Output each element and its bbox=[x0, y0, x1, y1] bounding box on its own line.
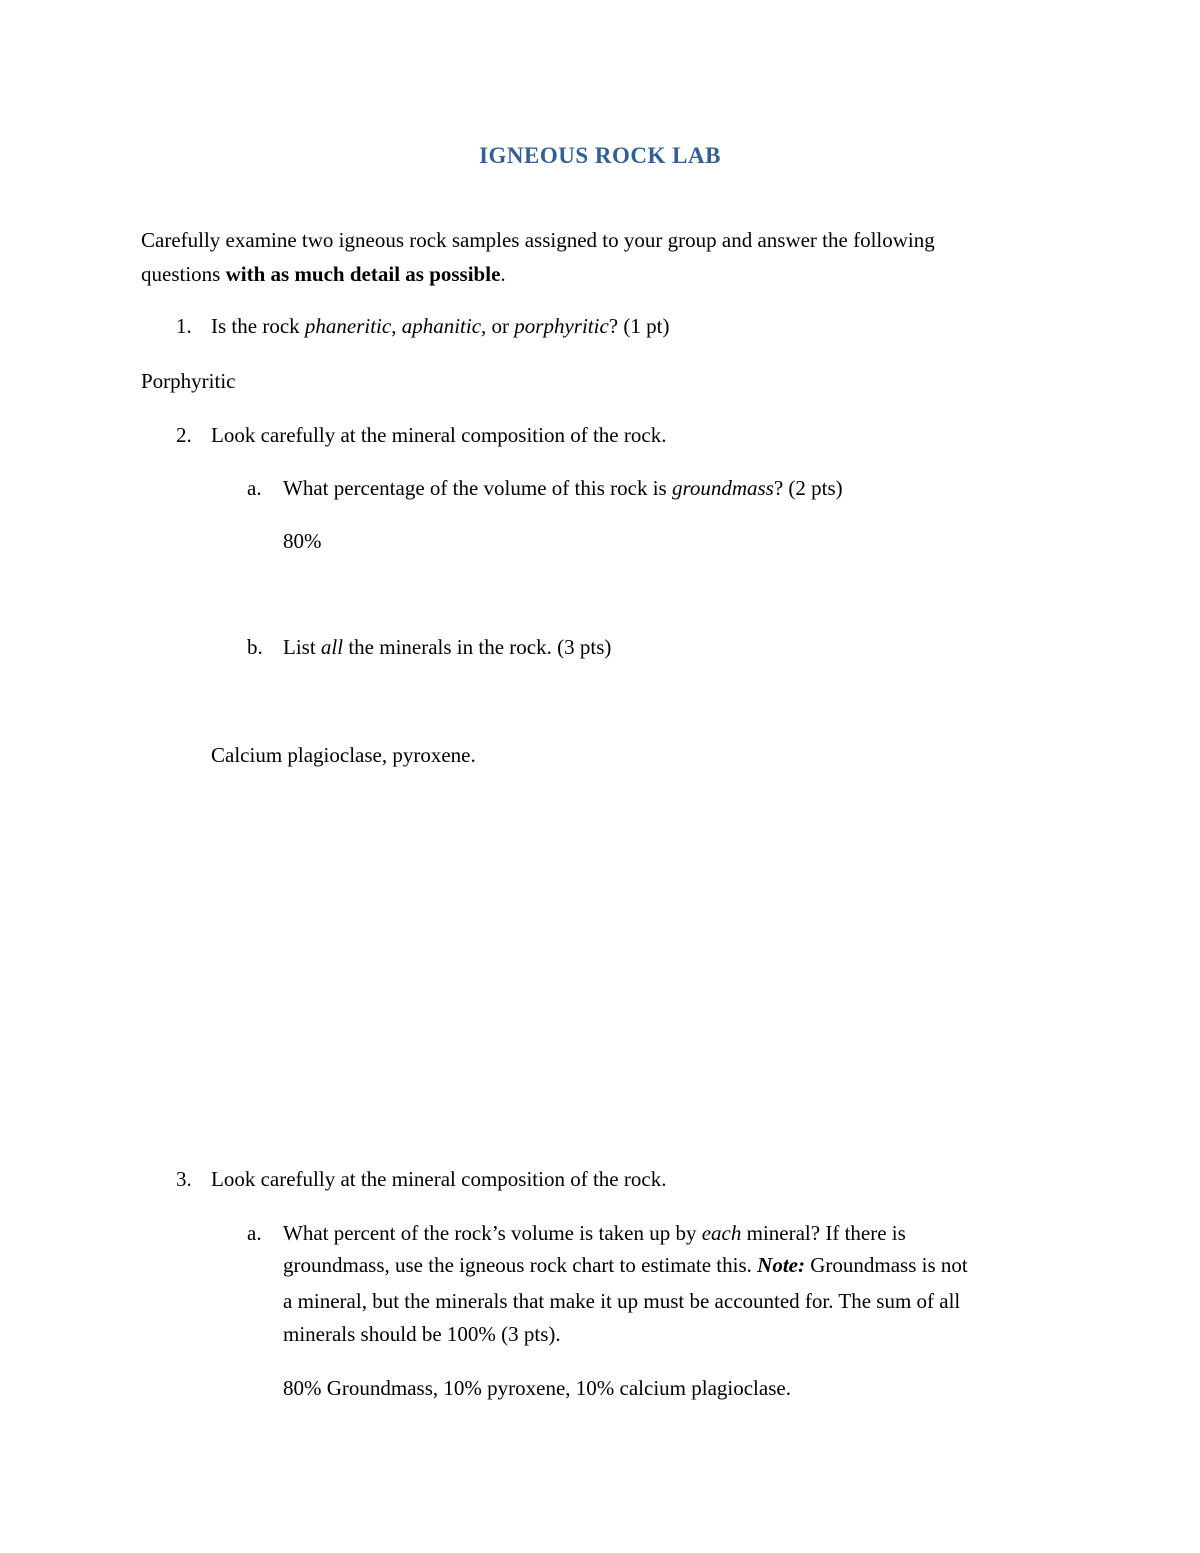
q2b-text bbox=[283, 635, 611, 660]
q3a-letter: a. bbox=[247, 1221, 262, 1245]
q1-number: 1. bbox=[176, 314, 192, 338]
q2a-prefix: What percentage of the volume of this rock is bbox=[283, 476, 672, 500]
q1-or: or bbox=[486, 314, 515, 338]
page-title: IGNEOUS ROCK LAB bbox=[479, 143, 721, 168]
q1-term-porphyritic: porphyritic bbox=[514, 314, 609, 338]
q1-term-aphanitic: aphanitic, bbox=[401, 314, 487, 338]
q3a-line-1 bbox=[283, 1221, 906, 1246]
q3a-answer: 80% Groundmass, 10% pyroxene, 10% calcium plagioclase. bbox=[283, 1376, 791, 1400]
intro-emphasis: with as much detail as possible bbox=[225, 262, 501, 286]
q2b-prefix: List bbox=[283, 635, 321, 659]
q3-number: 3. bbox=[176, 1167, 192, 1191]
intro-text: questions bbox=[141, 262, 226, 286]
q2a-letter: a. bbox=[247, 476, 262, 500]
q1-prefix: Is the rock bbox=[211, 314, 305, 338]
q2b-points: the minerals in the rock. (3 pts) bbox=[343, 635, 612, 659]
intro-line-1: Carefully examine two igneous rock samples assigned to your group and answer the following bbox=[141, 228, 935, 252]
intro-line-2 bbox=[141, 262, 506, 287]
q2b-letter: b. bbox=[247, 635, 263, 659]
q3a-line-3: a mineral, but the minerals that make it up must be accounted for. The sum of all bbox=[283, 1289, 961, 1313]
q3a-term: each bbox=[701, 1221, 742, 1245]
q1-answer: Porphyritic bbox=[141, 369, 236, 393]
q3a-line-4: minerals should be 100% (3 pts). bbox=[283, 1322, 561, 1346]
q1-text bbox=[211, 314, 669, 339]
intro-period: . bbox=[500, 262, 506, 286]
q3a-note-label: Note: bbox=[757, 1253, 805, 1277]
q2a-term: groundmass bbox=[671, 476, 774, 500]
q2b-term: all bbox=[320, 635, 344, 659]
q3a-prefix: What percent of the rock’s volume is taken up by bbox=[283, 1221, 702, 1245]
q2-number: 2. bbox=[176, 423, 192, 447]
q3-text: Look carefully at the mineral composition of the rock. bbox=[211, 1167, 667, 1191]
q1-term-phaneritic: phaneritic bbox=[304, 314, 392, 338]
q2a-answer: 80% bbox=[283, 529, 322, 553]
q3a-line-2 bbox=[283, 1253, 968, 1278]
q3a-suffix: mineral? If there is bbox=[741, 1221, 906, 1245]
q2-text: Look carefully at the mineral composition of the rock. bbox=[211, 423, 667, 447]
q1-points: ? (1 pt) bbox=[608, 314, 670, 338]
q1-sep: , bbox=[391, 314, 402, 338]
q2a-text bbox=[283, 476, 843, 501]
q2a-points: ? (2 pts) bbox=[773, 476, 843, 500]
q3a-line2-text: groundmass, use the igneous rock chart to estimate this. bbox=[283, 1253, 758, 1277]
q2b-answer: Calcium plagioclase, pyroxene. bbox=[211, 743, 476, 767]
q3a-line2-end: Groundmass is not bbox=[804, 1253, 968, 1277]
